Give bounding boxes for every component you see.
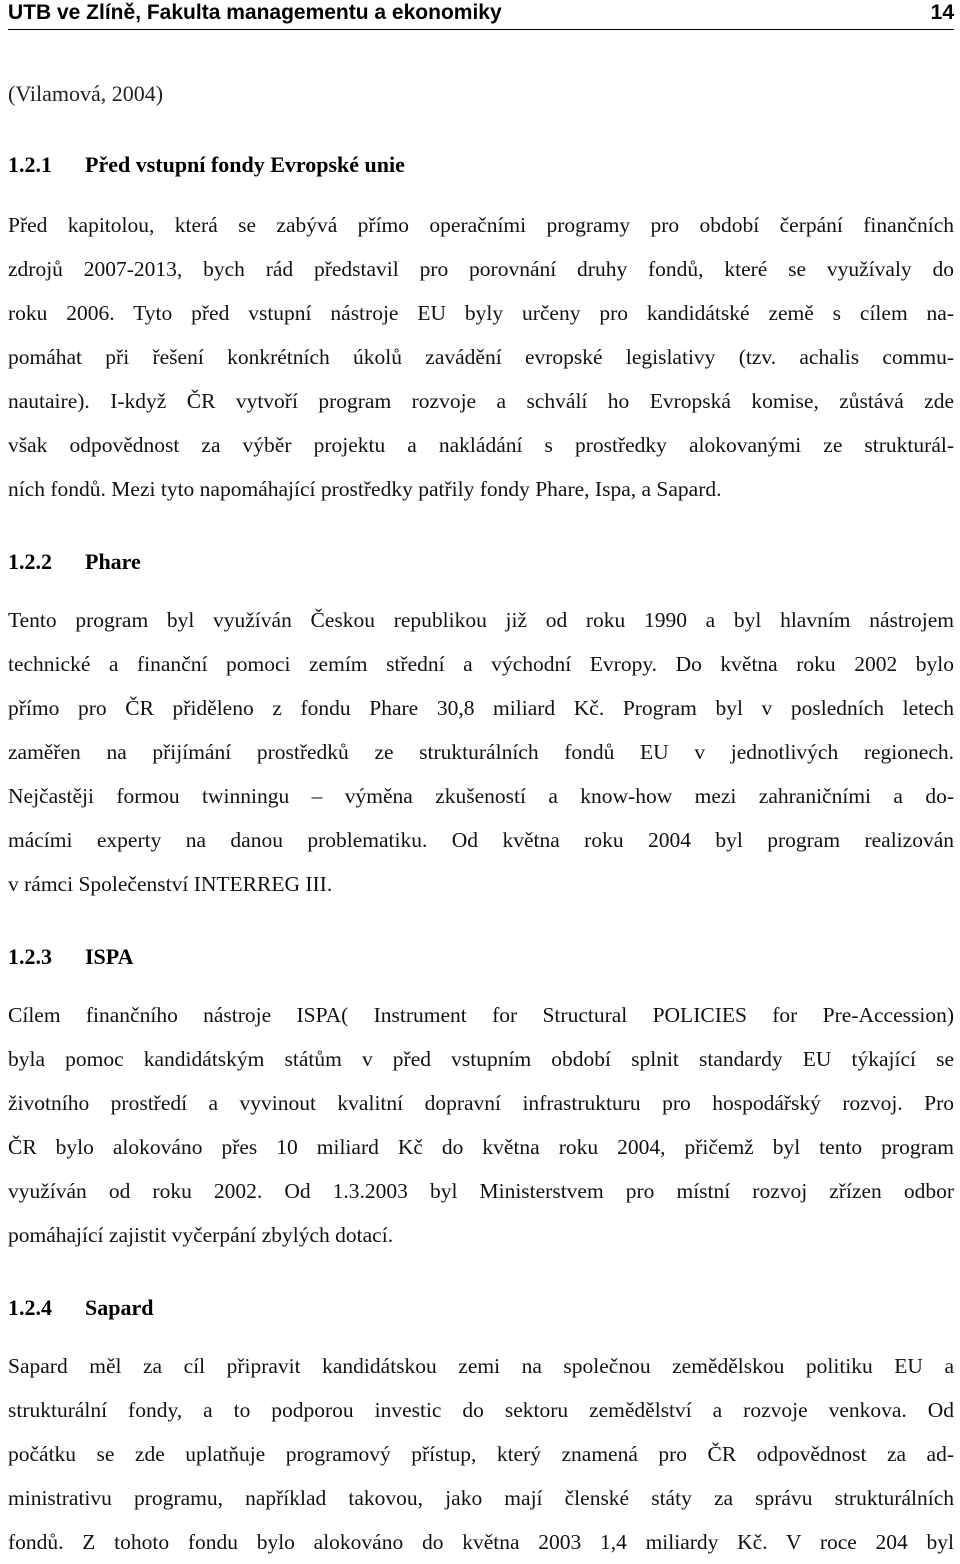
text-line: byla pomoc kandidátským státům v před vstupním období splnit standardy EU týkající se	[8, 1047, 954, 1071]
section-number: 1.2.2	[8, 549, 52, 574]
section-number: 1.2.3	[8, 944, 52, 969]
section-title: Phare	[85, 549, 141, 574]
text-line: přímo pro ČR přiděleno z fondu Phare 30,8 miliard Kč. Program byl v posledních letech	[8, 696, 954, 720]
text-line: Tento program byl využíván Českou republikou již od roku 1990 a byl hlavním nástrojem	[8, 608, 954, 632]
text-line: pomáhat při řešení konkrétních úkolů zavádění evropské legislativy (tzv. achalis commu-	[8, 345, 954, 369]
text-line: roku 2006. Tyto před vstupní nástroje EU byly určeny pro kandidátské země s cílem na-	[8, 301, 954, 325]
text-line: ČR bylo alokováno přes 10 miliard Kč do května roku 2004, přičemž byl tento program	[8, 1135, 954, 1159]
section-number: 1.2.4	[8, 1295, 52, 1320]
section-title: Před vstupní fondy Evropské unie	[85, 152, 405, 177]
text-line: technické a finanční pomoci zemím střední a východní Evropy. Do května roku 2002 bylo	[8, 652, 954, 676]
text-line: však odpovědnost za výběr projektu a nakládání s prostředky alokovanými ze strukturál-	[8, 433, 954, 457]
text-line: Cílem finančního nástroje ISPA( Instrument for Structural POLICIES for Pre-Accession)	[8, 1003, 954, 1027]
paragraph	[8, 1344, 954, 1564]
text-line: Nejčastěji formou twinningu – výměna zkušeností a know-how mezi zahraničními a do-	[8, 784, 954, 808]
text-line: strukturální fondy, a to podporou investic do sektoru zemědělství a rozvoje venkova. Od	[8, 1398, 954, 1422]
text-line: pomáhající zajistit vyčerpání zbylých dotací.	[8, 1223, 394, 1247]
text-line: Sapard měl za cíl připravit kandidátskou zemi na společnou zemědělskou politiku EU a	[8, 1354, 954, 1378]
section-title: Sapard	[85, 1295, 154, 1320]
page-number: 14	[930, 1, 954, 24]
text-line: počátku se zde uplatňuje programový přístup, který znamená pro ČR odpovědnost za ad-	[8, 1442, 954, 1466]
text-line: zaměřen na přijímání prostředků ze strukturálních fondů EU v jednotlivých regionech.	[8, 740, 954, 764]
paragraph	[8, 598, 954, 906]
text-line: životního prostředí a vyvinout kvalitní dopravní infrastrukturu pro hospodářský rozvoj. Pro	[8, 1091, 954, 1115]
section-heading	[8, 1293, 153, 1323]
header-title: UTB ve Zlíně, Fakulta managementu a ekonomiky	[8, 1, 502, 24]
paragraph	[8, 993, 954, 1257]
text-line: Před kapitolou, která se zabývá přímo operačními programy pro období čerpání finančních	[8, 213, 954, 237]
text-line: ních fondů. Mezi tyto napomáhající prostředky patřily fondy Phare, Ispa, a Sapard.	[8, 477, 722, 501]
text-line: v rámci Společenství INTERREG III.	[8, 872, 333, 896]
text-line: využíván od roku 2002. Od 1.3.2003 byl Ministerstvem pro místní rozvoj zřízen odbor	[8, 1179, 954, 1203]
section-heading	[8, 942, 134, 972]
text-line: mácími experty na danou problematiku. Od května roku 2004 byl program realizován	[8, 828, 954, 852]
text-line: zdrojů 2007-2013, bych rád představil pro porovnání druhy fondů, které se využívaly do	[8, 257, 954, 281]
text-line: ministrativu programu, například takovou, jako mají členské státy za správu strukturálních	[8, 1486, 954, 1510]
running-header	[8, 0, 954, 30]
paragraph	[8, 203, 954, 511]
section-number: 1.2.1	[8, 152, 52, 177]
text-line: nautaire). I-když ČR vytvoří program rozvoje a schválí ho Evropská komise, zůstává zde	[8, 389, 954, 413]
citation: (Vilamová, 2004)	[8, 81, 164, 106]
section-heading	[8, 150, 405, 180]
text-line: fondů. Z tohoto fondu bylo alokováno do května 2003 1,4 miliardy Kč. V roce 204 byl	[8, 1530, 954, 1554]
section-heading	[8, 547, 141, 577]
section-title: ISPA	[85, 944, 134, 969]
